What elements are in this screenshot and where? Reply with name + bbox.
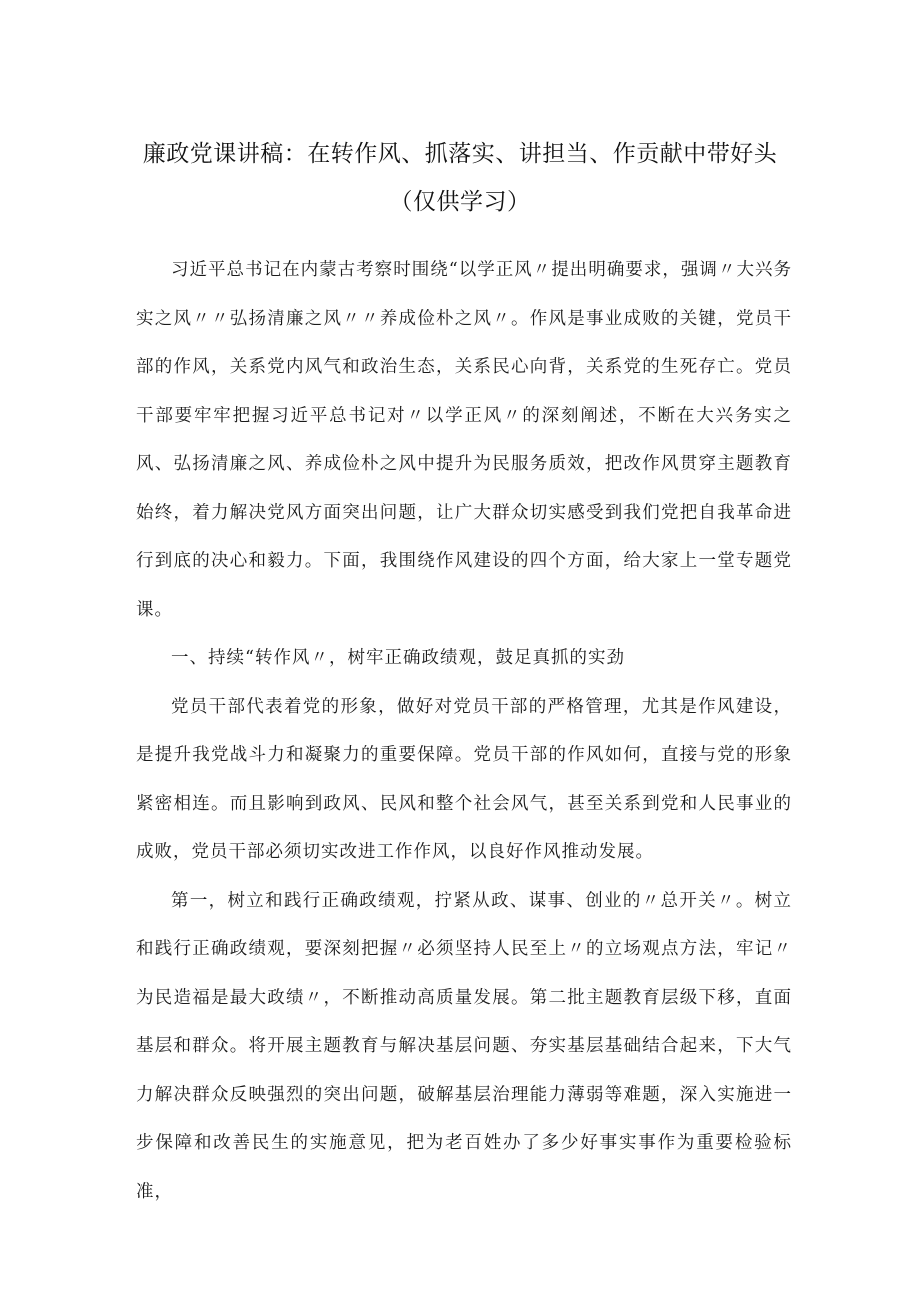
- section-heading-1: 一、持续“转作风〃，树牢正确政绩观，鼓足真抓的实劲: [171, 648, 625, 668]
- document-body: [136, 246, 792, 1216]
- document-title: 廉政党课讲稿：在转作风、抓落实、讲担当、作贡献中带好头（仅供学习）: [142, 141, 778, 215]
- paragraph-point-1: 第一，树立和践行正确政绩观，拧紧从政、谋事、创业的〃总开关〃。树立和践行正确政绩观，要深刻把握〃必须坚持人民至上〃的立场观点方法，牢记〃为民造福是最大政绩〃，不断推动高质量发展。第二批主题教育层级下移，直面基层和群众。将开展主题教育与解决基层问题、夯实基层基础结合起来，下大气力解决群众反映强烈的突出问题，破解基层治理能力薄弱等难题，深入实施进一步保障和改善民生的实施意见，把为老百姓办了多少好事实事作为重要检验标准，: [136, 890, 792, 1202]
- paragraph-intro: 习近平总书记在内蒙古考察时围绕“以学正风〃提出明确要求，强调〃大兴务实之风〃〃弘扬清廉之风〃〃养成俭朴之风〃。作风是事业成败的关键，党员干部的作风，关系党内风气和政治生态，关系民心向背，关系党的生死存亡。党员干部要牢牢把握习近平总书记对〃以学正风〃的深刻阐述，不断在大兴务实之风、弘扬清廉之风、养成俭朴之风中提升为民服务质效，把改作风贯穿主题教育始终，着力解决党风方面突出问题，让广大群众切实感受到我们党把自我革命进行到底的决心和毅力。下面，我围绕作风建设的四个方面，给大家上一堂专题党课。: [136, 260, 792, 620]
- paragraph-section-1: 党员干部代表着党的形象，做好对党员干部的严格管理，尤其是作风建设，是提升我党战斗力和凝聚力的重要保障。党员干部的作风如何，直接与党的形象紧密相连。而且影响到政风、民风和整个社会风气，甚至关系到党和人民事业的成败，党员干部必须切实改进工作作风，以良好作风推动发展。: [136, 696, 792, 862]
